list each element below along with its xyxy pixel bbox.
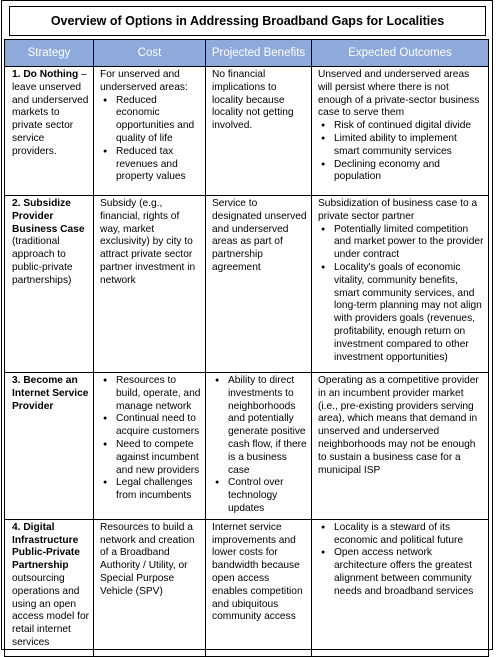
expected-outcomes-cell — [312, 519, 489, 656]
strategy-description: outsourcing operations and using an open access model for retail internet services — [12, 572, 90, 648]
cost-cell — [94, 67, 206, 196]
expected-outcomes-text: Operating as a competitive provider in an incumbent provider market (i.e., pre-existing providers serving area), which means that demand in unserved and underserved neighborhoods may not be enough to sustain a business case for a municipal ISP — [318, 375, 479, 476]
bullet-item: ● Ability to direct investments to neighborhoods and potentially generate positive cash flow, if there is a business case — [228, 375, 307, 477]
projected-benefits-text: No financial implications to locality because locality not getting involved. — [212, 69, 294, 132]
expected-outcomes-bullet-list — [318, 120, 484, 184]
bullet-item: ● Locality is a steward of its economic and political future — [334, 522, 484, 548]
header-projected-benefits: Projected Benefits — [206, 40, 312, 67]
header-expected-outcomes: Expected Outcomes — [312, 40, 489, 67]
bullet-item: ● Reduced tax revenues and property values — [116, 146, 201, 184]
header-row — [5, 40, 489, 67]
bullet-item: ● Need to compete against incumbent and new providers — [116, 439, 201, 477]
bullet-item: ● Control over technology updates — [228, 477, 307, 515]
cost-text: Subsidy (e.g., financial, rights of way, market exclusivity) by city to attract private sector partner investment in network — [100, 198, 196, 286]
bullet-item: ● Legal challenges from incumbents — [116, 477, 201, 503]
cost-cell — [94, 519, 206, 656]
expected-outcomes-cell — [312, 373, 489, 520]
strategy-description: (traditional approach to public-private partnerships) — [12, 236, 73, 286]
expected-outcomes-cell — [312, 196, 489, 373]
expected-outcomes-cell — [312, 67, 489, 196]
bullet-item: ● Risk of continued digital divide — [334, 120, 484, 133]
strategy-description: – leave unserved and underserved markets to private sector service providers. — [12, 69, 89, 157]
table-row — [5, 196, 489, 373]
cost-cell — [94, 373, 206, 520]
bullet-item: ● Potentially limited competition and market power to the provider under contract — [334, 224, 484, 262]
bullet-item: ● Open access network architecture offers the greatest alignment between community needs and broadband services — [334, 547, 484, 598]
expected-outcomes-bullet-list — [318, 522, 484, 599]
strategy-cell — [5, 196, 94, 373]
table-title: Overview of Options in Addressing Broadband Gaps for Localities — [9, 6, 486, 36]
projected-benefits-text: Internet service improvements and lower costs for bandwidth because open access enables competition and ubiquitous community access — [212, 521, 303, 623]
strategy-cell — [5, 67, 94, 196]
options-table — [4, 39, 489, 657]
expected-outcomes-text: Unserved and underserved areas will persist where there is not enough of a private-sector business case to serve them — [318, 69, 480, 119]
cost-bullet-list — [100, 375, 201, 503]
strategy-title: 3. Become an Internet Service Provider — [12, 375, 89, 412]
strategy-cell — [5, 373, 94, 520]
header-cost: Cost — [94, 40, 206, 67]
projected-benefits-cell — [206, 373, 312, 520]
bullet-item: ● Resources to build, operate, and manage network — [116, 375, 201, 413]
expected-outcomes-text: Subsidization of business case to a private sector partner — [318, 198, 478, 222]
projected-benefits-bullet-list — [212, 375, 307, 516]
cost-text: Resources to build a network and creation of a Broadband Authority / Utility, or Special Purpose Vehicle (SPV) — [100, 521, 195, 597]
strategy-title: 2. Subsidize Provider Business Case — [12, 198, 85, 235]
header-strategy: Strategy — [5, 40, 94, 67]
table-row — [5, 519, 489, 656]
projected-benefits-text: Service to designated unserved and underserved areas as part of partnership agreement — [212, 198, 307, 273]
expected-outcomes-bullet-list — [318, 224, 484, 365]
cost-cell — [94, 196, 206, 373]
bullet-item: ● Limited ability to implement smart community services — [334, 133, 484, 159]
bullet-item: ● Reduced economic opportunities and quality of life — [116, 95, 201, 146]
table-row — [5, 373, 489, 520]
bullet-item: ● Continual need to acquire customers — [116, 413, 201, 439]
strategy-cell — [5, 519, 94, 656]
table-row — [5, 67, 489, 196]
strategy-title: 1. Do Nothing — [12, 69, 79, 80]
projected-benefits-cell — [206, 196, 312, 373]
bullet-item: ● Locality's goals of economic vitality, community benefits, smart community services, and long-term planning may not align with providers goals (revenues, profitability, enough return on investment compared to other investment opportunities) — [334, 262, 484, 364]
cost-text: For unserved and underserved areas: — [100, 69, 188, 93]
cost-bullet-list — [100, 95, 201, 185]
projected-benefits-cell — [206, 67, 312, 196]
projected-benefits-cell — [206, 519, 312, 656]
strategy-title: 4. Digital Infrastructure Public-Private Partnership — [12, 521, 80, 572]
bullet-item: ● Declining economy and population — [334, 159, 484, 185]
